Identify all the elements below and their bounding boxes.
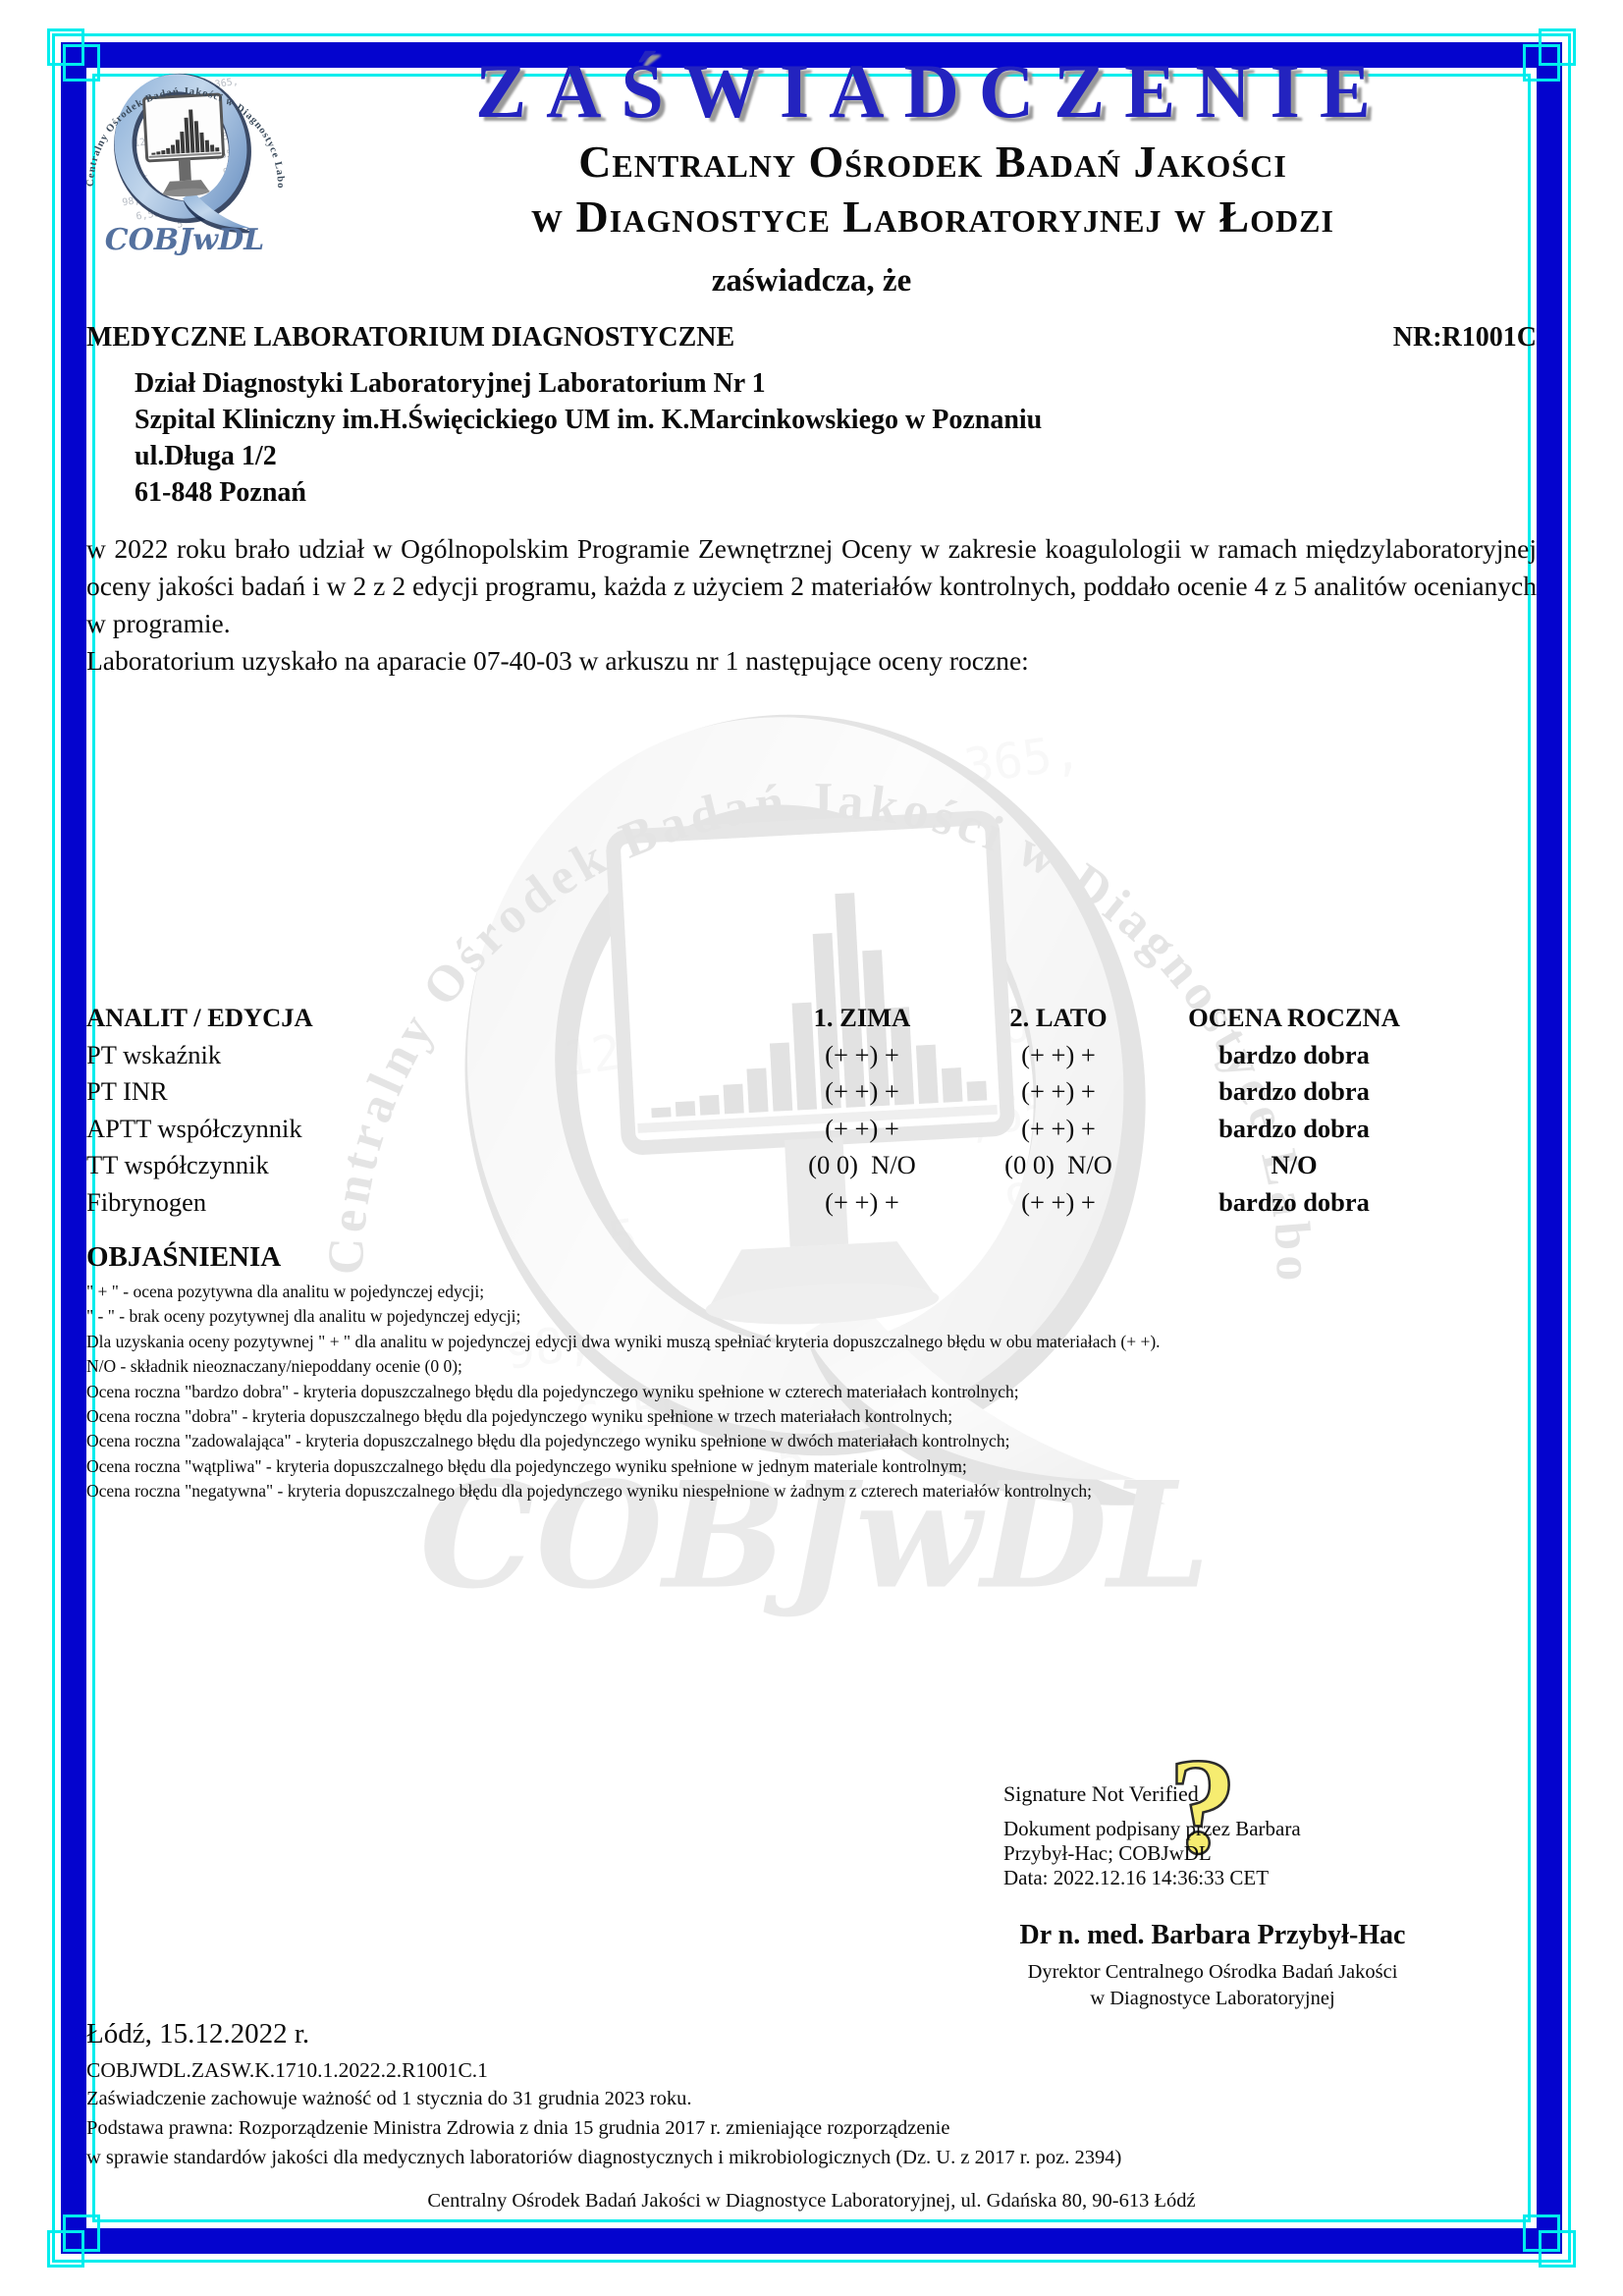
col-header-ocena: OCENA ROCZNA xyxy=(1188,1003,1400,1032)
legend-line: " + " - ocena pozytywna dla analitu w pojedynczej edycji; xyxy=(86,1282,485,1301)
col-header-lato: 2. LATO xyxy=(1009,1003,1108,1032)
certifies-text: zaświadcza, że xyxy=(711,263,912,299)
table-row-zima: (0 0) N/O xyxy=(808,1150,916,1179)
lab-address-line: Szpital Kliniczny im.H.Święcickiego UM im. K.Marcinkowskiego w Poznaniu xyxy=(135,405,1043,435)
signatory-title-line: w Diagnostyce Laboratoryjnej xyxy=(1090,1988,1335,2009)
legend-line: N/O - składnik nieoznaczany/niepoddany ocenie (0 0); xyxy=(86,1356,462,1377)
table-row-ocena: bardzo dobra xyxy=(1218,1039,1370,1069)
table-row-lato: (+ +) + xyxy=(1021,1076,1096,1106)
legal-basis-line2: w sprawie standardów jakości dla medycznych laboratoriów diagnostycznych i mikrobiologicznych (Dz. U. z 2017 r. poz. 2394) xyxy=(86,2147,1122,2168)
lab-address-line: ul.Długa 1/2 xyxy=(135,441,277,471)
table-row-analit: PT INR xyxy=(86,1076,168,1106)
org-name-line1: Centralny Ośrodek Badań Jakości xyxy=(578,137,1287,187)
lab-number: NR:R1001C xyxy=(1392,322,1537,353)
table-row-zima: (+ +) + xyxy=(825,1113,899,1143)
col-header-zima: 1. ZIMA xyxy=(813,1003,911,1032)
signature-question-mark-icon: ? xyxy=(1168,1730,1237,1883)
signature-detail-line: Dokument podpisany przez Barbara xyxy=(1003,1817,1301,1840)
lab-address-block xyxy=(135,365,1042,511)
validity-note: Zaświadczenie zachowuje ważność od 1 stycznia do 31 grudnia 2023 roku. xyxy=(86,2088,692,2109)
table-row-ocena: bardzo dobra xyxy=(1218,1186,1370,1217)
legend-line: Ocena roczna "wątpliwa" - kryteria dopuszczalnego błędu dla pojedynczego wyniku spełnione w jednym materiale kontrolnym; xyxy=(86,1455,967,1476)
lab-type-label: MEDYCZNE LABORATORIUM DIAGNOSTYCZNE xyxy=(86,322,735,353)
table-row-ocena: bardzo dobra xyxy=(1218,1076,1370,1106)
organization-address-footer: Centralny Ośrodek Badań Jakości w Diagnostyce Laboratoryjnej, ul. Gdańska 80, 90-613 Łódź xyxy=(427,2190,1196,2212)
cobjwdl-logo xyxy=(69,37,300,259)
table-row-lato: (+ +) + xyxy=(1021,1186,1096,1217)
org-name-line2: w Diagnostyce Laboratoryjnej w Łodzi xyxy=(531,191,1334,242)
legend-heading: OBJAŚNIENIA xyxy=(86,1241,282,1273)
signature-detail-line: Data: 2022.12.16 14:36:33 CET xyxy=(1003,1866,1270,1889)
place-and-date: Łódź, 15.12.2022 r. xyxy=(86,2018,310,2050)
results-table xyxy=(86,1000,1422,1221)
legend-line: Ocena roczna "zadowalająca" - kryteria dopuszczalnego błędu dla pojedynczego wyniku spełnione w dwóch materiałach kontrolnych; xyxy=(86,1431,1010,1451)
table-row-ocena: bardzo dobra xyxy=(1218,1113,1370,1143)
signatory-title-line: Dyrektor Centralnego Ośrodka Badań Jakości xyxy=(1027,1961,1398,1983)
legal-basis-line1: Podstawa prawna: Rozporządzenie Ministra Zdrowia z dnia 15 grudnia 2017 r. zmieniające rozporządzenie xyxy=(86,2117,950,2139)
legend-line: Ocena roczna "dobra" - kryteria dopuszczalnego błędu dla pojedynczego wyniku spełnione w trzech materiałach kontrolnych; xyxy=(86,1406,953,1427)
table-row-analit: APTT współczynnik xyxy=(86,1113,302,1143)
legend-line: Dla uzyskania oceny pozytywnej " + " dla analitu w pojedynczej edycji dwa wyniki muszą spełniać kryteria dopuszczalnego błędu w obu materiałach (+ +). xyxy=(86,1331,1161,1351)
signature-status: Signature Not Verified xyxy=(1003,1781,1199,1806)
table-row-analit: Fibrynogen xyxy=(86,1186,207,1217)
table-row-ocena: N/O xyxy=(1271,1150,1318,1179)
results-intro-line: Laboratorium uzyskało na aparacie 07-40-03 w arkuszu nr 1 następujące oceny roczne: xyxy=(86,645,1029,676)
table-row-analit: PT wskaźnik xyxy=(86,1039,222,1069)
participation-paragraph: w 2022 roku brało udział w Ogólnopolskim Programie Zewnętrznej Oceny w zakresie koagulologii w ramach międzylaboratoryjnej oceny jakości badań i w 2 z 2 edycji programu, każda z użyciem 2 materiałów kontrolnych, poddało ocenie 4 z 5 analitów ocenianych w programie. xyxy=(86,533,1537,638)
signatory-title xyxy=(992,1959,1434,2012)
table-row-lato: (+ +) + xyxy=(1021,1113,1096,1143)
legend-line: Ocena roczna "bardzo dobra" - kryteria dopuszczalnego błędu dla pojedynczego wyniku spełnione w czterech materiałach kontrolnych; xyxy=(86,1381,1019,1401)
signature-detail-line: Przybył-Hac; COBJwDL xyxy=(1003,1841,1212,1865)
signatory-name: Dr n. med. Barbara Przybył-Hac xyxy=(1019,1920,1406,1950)
table-row-zima: (+ +) + xyxy=(825,1076,899,1106)
lab-address-line: Dział Diagnostyki Laboratoryjnej Laboratorium Nr 1 xyxy=(135,368,766,399)
document-id: COBJWDL.ZASW.K.1710.1.2022.2.R1001C.1 xyxy=(86,2058,488,2082)
table-row-lato: (0 0) N/O xyxy=(1004,1150,1112,1179)
certificate-title: ZAŚWIADCZENIE xyxy=(475,48,1390,134)
table-row-analit: TT współczynnik xyxy=(86,1150,269,1179)
table-row-lato: (+ +) + xyxy=(1021,1039,1096,1069)
legend-line: Ocena roczna "negatywna" - kryteria dopuszczalnego błędu dla pojedynczego wyniku niespełnione w żadnym z czterech materiałów kontrolnych; xyxy=(86,1481,1093,1502)
legend-line: " - " - brak oceny pozytywnej dla analitu w pojedynczej edycji; xyxy=(86,1306,521,1327)
table-row-zima: (+ +) + xyxy=(825,1186,899,1217)
lab-address-line: 61-848 Poznań xyxy=(135,477,306,508)
col-header-analit: ANALIT / EDYCJA xyxy=(86,1003,313,1032)
legend-block xyxy=(86,1280,1530,1504)
lab-identification-row xyxy=(86,322,1537,354)
table-row-zima: (+ +) + xyxy=(825,1039,899,1069)
signature-details xyxy=(1003,1817,1301,1890)
certificate-body-paragraph xyxy=(86,530,1537,680)
